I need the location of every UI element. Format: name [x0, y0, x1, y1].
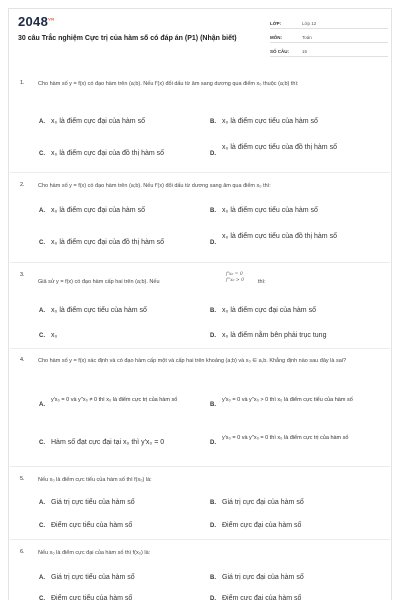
option-letter: C. [39, 151, 45, 157]
option-text: x₀ là điểm cực tiểu của hàm số [51, 307, 147, 314]
question-text: Cho hàm số y = f(x) xác định và có đạo hàm cấp một và cấp hai trên khoảng (a;b) và x₀ ∈ a,b. Khẳng định nào sau đây là sai? [38, 358, 347, 364]
option-text: Giá trị cực tiểu của hàm số [51, 499, 135, 506]
option-text: Giá trị cực đại của hàm số [222, 499, 304, 506]
option-letter: A. [39, 500, 45, 506]
option-text: x₀ là điểm cực đại của hàm số [222, 307, 316, 314]
option-letter: B. [210, 119, 216, 125]
option-text: x₀ là điểm nằm bên phải trục tung [222, 332, 327, 339]
option-letter: C. [39, 240, 45, 246]
question-text: Nếu x₀ là điểm cực tiểu của hàm số thì f(x₀) là: [38, 477, 152, 483]
question-divider [10, 348, 390, 349]
logo-suffix: VN [48, 16, 55, 22]
option-letter: A. [39, 575, 45, 581]
option-text: Điểm cực tiểu của hàm số [51, 522, 133, 529]
option-letter: A. [39, 119, 45, 125]
option-text: Điểm cực đại của hàm số [222, 595, 302, 600]
document-header [18, 12, 384, 64]
option-text: y'x₀ = 0 và y''x₀ > 0 thì x₀ là điểm cực tiểu của hàm số [222, 397, 353, 403]
option-letter: A. [39, 208, 45, 214]
meta-label: MÔN: [270, 35, 282, 40]
question-divider [10, 466, 390, 467]
option-text: x₀ là điểm cực đại của hàm số [51, 207, 145, 214]
meta-row-count [270, 43, 388, 57]
option-text: x₀ là điểm cực đại của hàm số [51, 118, 145, 125]
document-meta [270, 15, 388, 57]
option-letter: C. [39, 523, 45, 529]
option-text: x₀ là điểm cực đại của đồ thị hàm số [51, 239, 165, 246]
option-text: x₀ là điểm cực tiểu của hàm số [222, 207, 318, 214]
meta-row-subject [270, 29, 388, 43]
option-text: Điểm cực đại của hàm số [222, 522, 302, 529]
option-letter: D. [210, 240, 216, 246]
condition-system [226, 272, 244, 284]
option-letter: B. [210, 208, 216, 214]
option-text: Hàm số đạt cực đại tại x₀ thì y'x₀ = 0 [51, 439, 165, 446]
question-text-end: thì: [258, 279, 266, 285]
question-text: Cho hàm số y = f(x) có đạo hàm trên (a;b). Nếu f'(x) đổi dấu từ âm sang dương qua điểm x₀ thuộc (a;b) thì: [38, 81, 299, 87]
option-letter: D. [210, 523, 216, 529]
option-letter: D. [210, 440, 216, 446]
question-number: 2. [20, 182, 25, 188]
option-letter: B. [210, 575, 216, 581]
option-letter: C. [39, 596, 45, 600]
option-text: x₀ [51, 332, 58, 339]
question-divider [10, 539, 390, 540]
option-letter: A. [39, 402, 45, 408]
condition-line: f''x₀ > 0 [226, 278, 244, 283]
question-divider [10, 172, 390, 173]
option-text: x₀ là điểm cực tiểu của đồ thị hàm số [222, 233, 337, 240]
question-text: Nếu x₀ là điểm cực đại của hàm số thì f(x₀) là: [38, 550, 151, 556]
page-frame [8, 8, 392, 600]
question-number: 5. [20, 476, 25, 482]
question-number: 6. [20, 549, 25, 555]
question-divider [10, 262, 390, 263]
site-logo[interactable] [18, 14, 54, 29]
option-text: x₀ là điểm cực đại của đồ thị hàm số [51, 150, 165, 157]
option-letter: D. [210, 333, 216, 339]
meta-label: LỚP: [270, 21, 282, 26]
option-letter: B. [210, 402, 216, 408]
option-letter: D. [210, 151, 216, 157]
condition-line: f'x₀ = 0 [226, 272, 243, 277]
option-letter: B. [210, 500, 216, 506]
option-text: Điểm cực tiểu của hàm số [51, 595, 133, 600]
option-letter: C. [39, 440, 45, 446]
option-text: y'x₀ = 0 và y''x₀ ≠ 0 thì x₀ là điểm cực trị của hàm số [51, 397, 178, 403]
option-text: Giá trị cực đại của hàm số [222, 574, 304, 581]
option-letter: B. [210, 308, 216, 314]
document-title: 30 câu Trắc nghiệm Cực trị của hàm số có đáp án (P1) (Nhận biết) [18, 35, 237, 42]
option-letter: A. [39, 308, 45, 314]
meta-label: SỐ CÂU: [270, 49, 289, 54]
option-letter: C. [39, 333, 45, 339]
question-number: 1. [20, 80, 25, 86]
logo-text: 2048 [18, 14, 49, 29]
option-text: x₀ là điểm cực tiểu của hàm số [222, 118, 318, 125]
option-text: x₀ là điểm cực tiểu của đồ thị hàm số [222, 144, 337, 151]
question-text: Giả sử y = f(x) có đạo hàm cấp hai trên (a;b). Nếu [38, 279, 160, 285]
question-text: Cho hàm số y = f(x) có đạo hàm trên (a;b). Nếu f'(x) đổi dấu từ dương sang âm qua điểm x₀ thì: [38, 183, 271, 189]
option-text: y'x₀ = 0 và y''x₀ = 0 thì x₀ là điểm cực trị của hàm số [222, 435, 349, 441]
option-text: Giá trị cực tiểu của hàm số [51, 574, 135, 581]
option-letter: D. [210, 596, 216, 600]
meta-value: 15 [302, 49, 308, 54]
meta-row-class [270, 15, 388, 29]
question-number: 4. [20, 357, 25, 363]
meta-value: Lớp 12 [302, 21, 317, 26]
meta-value: Toán [302, 35, 312, 40]
question-number: 3. [20, 272, 25, 278]
